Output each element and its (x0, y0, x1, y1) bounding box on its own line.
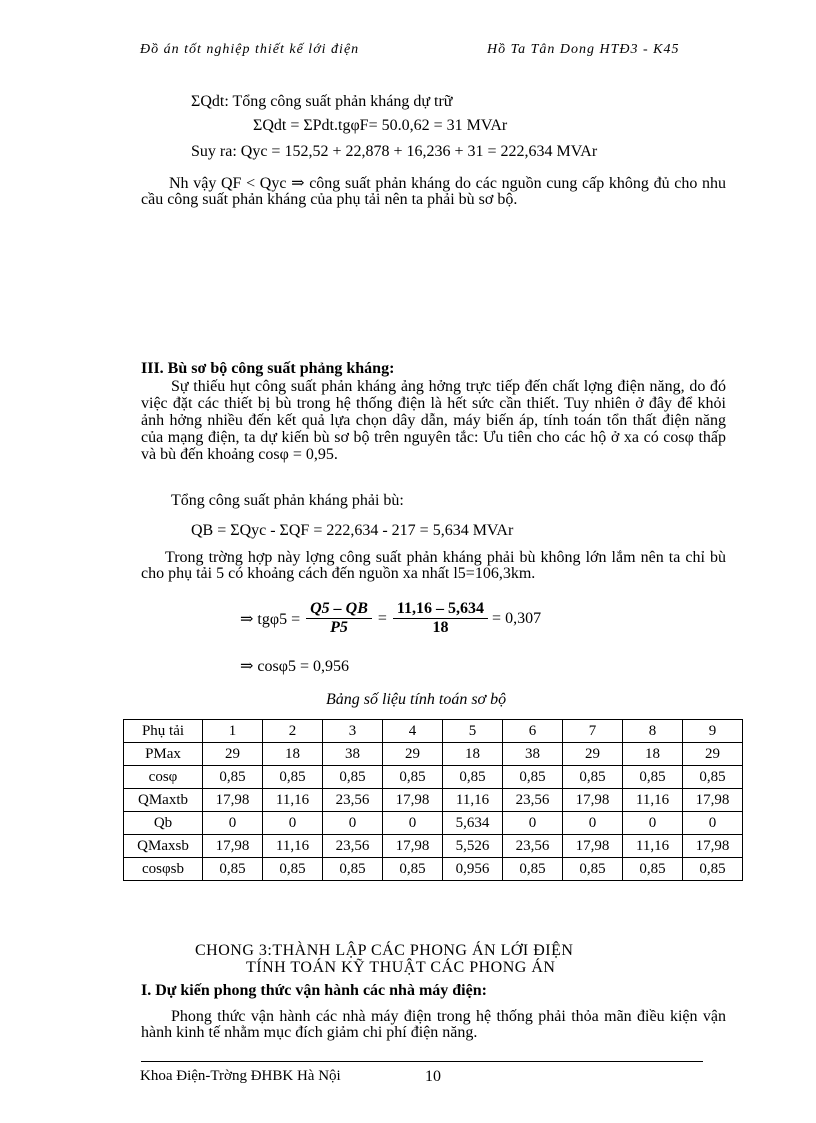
row-label-cell: Qb (124, 812, 203, 835)
table-cell: 5,526 (443, 835, 503, 858)
table-cell: 17,98 (683, 835, 743, 858)
table-caption: Bảng số liệu tính toán sơ bộ (326, 691, 507, 708)
cos-result: ⇒ cosφ5 = 0,956 (240, 658, 349, 675)
table-cell: 0,85 (203, 766, 263, 789)
table-cell: 11,16 (263, 835, 323, 858)
table-cell: 0,85 (323, 858, 383, 881)
table-row (124, 789, 743, 812)
qb-formula: QB = ΣQyc - ΣQF = 222,634 - 217 = 5,634 MVAr (191, 522, 514, 539)
footer-left: Khoa Điện-Trờng ĐHBK Hà Nội (140, 1068, 341, 1084)
table-header-row (124, 720, 743, 743)
preliminary-data-table (123, 719, 743, 881)
tg-num-symbolic: Q5 – QB (306, 600, 372, 619)
case-paragraph: Trong trờng hợp này lợng công suất phản kháng phải bù không lớn lắm nên ta chỉ bù cho phụ tải 5 có khoảng cách đến nguồn xa nhất l5=106,3km. (141, 549, 726, 582)
table-cell: 23,56 (503, 835, 563, 858)
row-label-cell: cosφsb (124, 858, 203, 881)
row-label-cell: QMaxtb (124, 789, 203, 812)
table-cell: 0,85 (683, 766, 743, 789)
table-cell: 17,98 (683, 789, 743, 812)
table-cell: 23,56 (503, 789, 563, 812)
tg-prefix: ⇒ tgφ5 = (240, 610, 301, 628)
table-row (124, 812, 743, 835)
tg-num-values: 11,16 – 5,634 (393, 600, 488, 619)
table-cell: 0,85 (383, 766, 443, 789)
page-number: 10 (425, 1068, 441, 1085)
table-cell: 29 (563, 743, 623, 766)
section-1-heading: I. Dự kiến phong thức vận hành các nhà máy điện: (141, 982, 487, 999)
tg-fraction-symbolic (306, 600, 372, 637)
table-row (124, 766, 743, 789)
table-cell: 8 (623, 720, 683, 743)
table-cell: 6 (503, 720, 563, 743)
row-label-cell: cosφ (124, 766, 203, 789)
table-cell: 18 (263, 743, 323, 766)
table-cell: 0 (503, 812, 563, 835)
table-cell: 0,85 (443, 766, 503, 789)
section-3-heading: III. Bù sơ bộ công suất phảng kháng: (141, 360, 395, 377)
table-cell: 0,85 (503, 766, 563, 789)
table-cell: 0,85 (563, 858, 623, 881)
tg-equation (240, 600, 541, 637)
row-label-cell: PMax (124, 743, 203, 766)
table-cell: 0 (263, 812, 323, 835)
section-3-body: Sự thiếu hụt công suất phản kháng ảng hởng trực tiếp đến chất lợng điện năng, do đó việc đặt các thiết bị bù trong hệ thống điện là hết sức cần thiết. Tuy nhiên ở đây để khỏi ảnh hởng nhiều đến kết quả lựa chọn dây dẫn, máy biến áp, tính toán tổn thất điện năng của mạng điện, ta dự kiến bù sơ bộ trên nguyên tắc: Ưu tiên cho các hộ ở xa có cosφ thấp và bù đến khoảng cosφ = 0,95. (141, 378, 726, 463)
qyc-formula: Suy ra: Qyc = 152,52 + 22,878 + 16,236 + 31 = 222,634 MVAr (191, 143, 598, 160)
table-cell: 0,85 (623, 766, 683, 789)
table-cell: 0,85 (623, 858, 683, 881)
table-cell: 0,956 (443, 858, 503, 881)
table-cell: 11,16 (623, 789, 683, 812)
total-label: Tổng công suất phản kháng phải bù: (171, 492, 404, 509)
chapter-title-line-2: TÍNH TOÁN KỸ THUẬT CÁC PHONG ÁN (246, 959, 556, 976)
table-cell: 18 (623, 743, 683, 766)
tg-fraction-values (393, 600, 488, 637)
table-cell: 9 (683, 720, 743, 743)
table-cell: 17,98 (383, 835, 443, 858)
table-cell: 23,56 (323, 789, 383, 812)
table-cell: 29 (383, 743, 443, 766)
table-cell: 0,85 (263, 766, 323, 789)
header-right: Hồ Ta Tân Dong HTĐ3 - K45 (487, 42, 680, 57)
tg-result: = 0,307 (492, 609, 542, 627)
table-cell: 1 (203, 720, 263, 743)
table-cell: 5,634 (443, 812, 503, 835)
row-label-cell: QMaxsb (124, 835, 203, 858)
table-cell: 0,85 (563, 766, 623, 789)
table-cell: 4 (383, 720, 443, 743)
table-cell: 0 (323, 812, 383, 835)
table-cell: 17,98 (563, 835, 623, 858)
table-cell: 17,98 (563, 789, 623, 812)
conclusion-paragraph: Nh vậy QF < Qyc ⇒ công suất phản kháng do các nguồn cung cấp không đủ cho nhu cầu công suất phản kháng của phụ tải nên ta phải bù sơ bộ. (141, 175, 726, 208)
footer-divider (141, 1061, 703, 1062)
table-cell: 0 (203, 812, 263, 835)
table-cell: 17,98 (383, 789, 443, 812)
table-cell: 11,16 (623, 835, 683, 858)
tg-den-symbolic: P5 (330, 619, 348, 636)
table-cell: 2 (263, 720, 323, 743)
table-cell: 0,85 (323, 766, 383, 789)
table-cell: 29 (203, 743, 263, 766)
table-cell: 0,85 (383, 858, 443, 881)
table-cell: 0 (383, 812, 443, 835)
row-label-cell: Phụ tải (124, 720, 203, 743)
table-cell: 0 (623, 812, 683, 835)
tg-den-values: 18 (432, 619, 449, 636)
table-row (124, 858, 743, 881)
table-cell: 0,85 (683, 858, 743, 881)
section-1-body: Phong thức vận hành các nhà máy điện trong hệ thống phải thỏa mãn điều kiện vận hành kinh tế nhằm mục đích giảm chi phí điện năng. (141, 1008, 726, 1041)
equals-sign: = (377, 609, 387, 627)
table-cell: 0,85 (263, 858, 323, 881)
qdt-label: ΣQdt: Tổng công suất phản kháng dự trữ (191, 93, 453, 110)
table-cell: 23,56 (323, 835, 383, 858)
table-cell: 38 (323, 743, 383, 766)
table-cell: 0 (683, 812, 743, 835)
table-cell: 11,16 (263, 789, 323, 812)
table-cell: 3 (323, 720, 383, 743)
header-left: Đồ án tốt nghiệp thiết kế lới điện (140, 42, 360, 57)
chapter-title-line-1: CHONG 3:THÀNH LẬP CÁC PHONG ÁN LỚI ĐIỆN (195, 942, 574, 959)
table-cell: 7 (563, 720, 623, 743)
table-cell: 17,98 (203, 789, 263, 812)
table-cell: 29 (683, 743, 743, 766)
table-cell: 38 (503, 743, 563, 766)
table-cell: 11,16 (443, 789, 503, 812)
table-cell: 17,98 (203, 835, 263, 858)
table-cell: 0 (563, 812, 623, 835)
table-row (124, 743, 743, 766)
table-cell: 18 (443, 743, 503, 766)
table-cell: 0,85 (203, 858, 263, 881)
table-cell: 0,85 (503, 858, 563, 881)
table-cell: 5 (443, 720, 503, 743)
qdt-formula: ΣQdt = ΣPdt.tgφF= 50.0,62 = 31 MVAr (253, 117, 508, 134)
table-row (124, 835, 743, 858)
